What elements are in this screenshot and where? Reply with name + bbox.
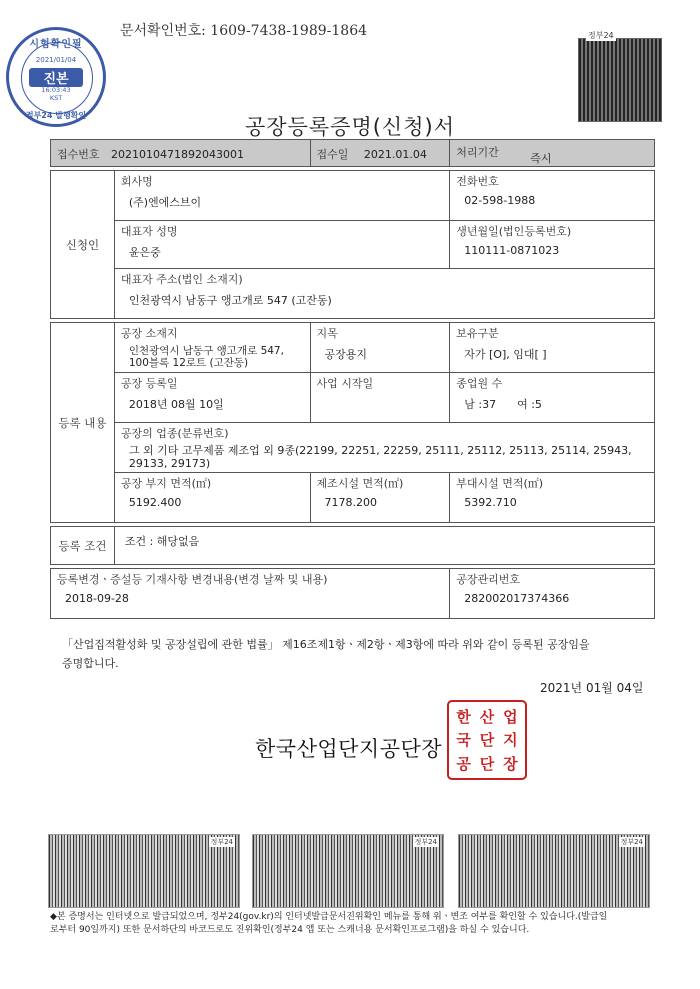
footer-notice	[50, 911, 660, 937]
barcode-icon	[458, 834, 650, 908]
seal-char: 한	[456, 708, 471, 727]
representative-value: 윤은중	[128, 246, 161, 259]
register-date-label: 공장 등록일	[120, 377, 178, 390]
barcode-label: 정부24	[414, 838, 437, 846]
address-label: 대표자 주소(법인 소재지)	[120, 273, 243, 286]
birth-label: 생년월일(법인등록번호)	[456, 225, 572, 238]
registration-section-label: 등록 내용	[51, 323, 115, 523]
register-date-cell	[114, 373, 310, 423]
barcode-label: 정부24	[210, 838, 233, 846]
management-no-value: 282002017374366	[464, 592, 570, 605]
seal-char: 단	[479, 731, 495, 750]
receipt-date-value: 2021.01.04	[363, 148, 427, 161]
seal-char: 단	[479, 754, 495, 773]
aux-area-cell	[450, 473, 655, 523]
statement-line1: 「산업집적활성화 및 공장설립에 관한 법률」 제16조제1항ㆍ제2항ㆍ제3항에 따라 위와 같이 등록된 공장임을	[62, 638, 590, 651]
change-label: 등록변경ㆍ증설등 기재사항 변경내용(변경 날짜 및 내용)	[57, 573, 328, 586]
land-label: 지목	[316, 327, 338, 340]
notice-line2: 로부터 90일까지) 또한 문서하단의 바코드로도 진위확인(정부24 앱 또는 스캐너용 문서확인프로그램)을 하실 수 있습니다.	[50, 925, 530, 935]
site-area-cell	[114, 473, 310, 523]
issuer-name: 한국산업단지공단장	[255, 737, 443, 761]
change-cell	[51, 569, 450, 619]
receipt-date-label: 접수일	[316, 148, 349, 161]
statement-line2: 증명합니다.	[62, 657, 119, 670]
mfg-area-value: 7178.200	[324, 496, 377, 509]
aux-area-value: 5392.710	[464, 496, 517, 509]
applicant-section-label: 신청인	[51, 171, 115, 319]
mfg-area-cell	[310, 473, 450, 523]
aux-area-label: 부대시설 면적(㎡)	[456, 477, 544, 490]
company-value: (주)엔에스브이	[128, 196, 202, 209]
employees-cell	[450, 373, 655, 423]
site-area-value: 5192.400	[128, 496, 182, 509]
representative-cell	[114, 221, 449, 269]
stamp-tz: KST	[49, 94, 63, 102]
receipt-no-value: 2021010471892043001	[111, 148, 244, 161]
stamp-bottom-text: 정부24 발행확인	[25, 111, 87, 120]
page-title: 공장등록증명(신청)서	[245, 115, 455, 139]
registration-form-table	[50, 139, 655, 619]
factory-location-line1: 인천광역시 남동구 앵고개로 547,	[128, 345, 284, 357]
qr-code-icon	[578, 38, 662, 122]
management-no-cell	[450, 569, 655, 619]
mfg-area-label: 제조시설 면적(㎡)	[316, 477, 404, 490]
stamp-top-text: 시험확인필	[29, 39, 83, 50]
industry-value: 그 외 기타 고무제품 제조업 외 9종(22199, 22251, 22259, 25111, 25112, 25113, 25114, 25943, 29133, 29173)	[128, 444, 632, 470]
phone-cell	[450, 171, 655, 221]
qr-label: 정부24	[588, 31, 614, 40]
ownership-label: 보유구분	[456, 327, 499, 340]
birth-value: 110111-0871023	[464, 244, 560, 257]
issue-date: 2021년 01월 04일	[540, 681, 644, 695]
register-date-value: 2018년 08월 10일	[128, 398, 224, 411]
certification-statement	[62, 635, 662, 673]
stamp-time-value: 16:03:43	[41, 86, 71, 94]
start-date-cell	[310, 373, 450, 423]
phone-label: 전화번호	[456, 175, 499, 188]
factory-location-label: 공장 소재지	[120, 327, 178, 340]
employees-female: 여 :5	[517, 398, 542, 411]
receipt-date-cell	[310, 140, 450, 167]
seal-char: 장	[503, 754, 518, 773]
address-cell	[114, 269, 654, 319]
header-row	[51, 140, 655, 167]
stamp-mark: 진본	[29, 68, 83, 87]
land-value: 공장용지	[324, 348, 368, 361]
land-cell	[310, 323, 450, 373]
seal-char: 지	[503, 731, 518, 750]
employees-label: 종업원 수	[456, 377, 503, 390]
industry-label: 공장의 업종(분류번호)	[120, 427, 229, 440]
official-seal	[447, 700, 527, 780]
management-no-label: 공장관리번호	[456, 573, 521, 586]
process-period-cell	[450, 140, 655, 167]
stamp-time	[9, 86, 103, 102]
birth-cell	[450, 221, 655, 269]
condition-cell	[114, 527, 654, 565]
change-value: 2018-09-28	[65, 592, 129, 605]
address-value: 인천광역시 남동구 앵고개로 547 (고잔동)	[128, 294, 332, 307]
process-period-value: 즉시	[530, 152, 552, 165]
factory-location-cell	[114, 323, 310, 373]
company-label: 회사명	[120, 175, 153, 188]
seal-char: 업	[503, 708, 518, 727]
barcode-icon	[252, 834, 444, 908]
barcode-label: 정부24	[620, 838, 643, 846]
receipt-no-label: 접수번호	[57, 148, 100, 161]
phone-value: 02-598-1988	[464, 194, 536, 207]
seal-char: 국	[456, 731, 471, 750]
start-date-label: 사업 시작일	[316, 377, 374, 390]
barcode-icon	[48, 834, 240, 908]
receipt-no-cell	[51, 140, 311, 167]
document-confirmation-number: 문서확인번호: 1609-7438-1989-1864	[120, 23, 368, 39]
employees-value	[450, 393, 654, 415]
ownership-cell	[450, 323, 655, 373]
seal-char: 공	[456, 754, 471, 773]
seal-char: 산	[479, 708, 495, 727]
stamp-date: 2021/01/04	[35, 56, 77, 64]
factory-location-line2: 100블록 12로트 (고잔동)	[128, 357, 249, 369]
site-area-label: 공장 부지 면적(㎡)	[120, 477, 212, 490]
process-period-label: 처리기간	[456, 146, 499, 159]
notice-line1: ◆본 증명서는 인터넷으로 발급되었으며, 정부24(gov.kr)의 인터넷발급문서진위확인 메뉴를 통해 위ㆍ변조 여부를 확인할 수 있습니다.(발급일	[50, 912, 608, 922]
industry-cell	[114, 423, 654, 473]
employees-male: 남 :37	[464, 398, 497, 411]
representative-label: 대표자 성명	[120, 225, 178, 238]
condition-section-label: 등록 조건	[51, 527, 115, 565]
ownership-value: 자가 [O], 임대[ ]	[464, 348, 547, 361]
condition-value: 조건 : 해당없음	[124, 535, 200, 548]
company-cell	[114, 171, 449, 221]
start-date-value	[311, 393, 450, 399]
